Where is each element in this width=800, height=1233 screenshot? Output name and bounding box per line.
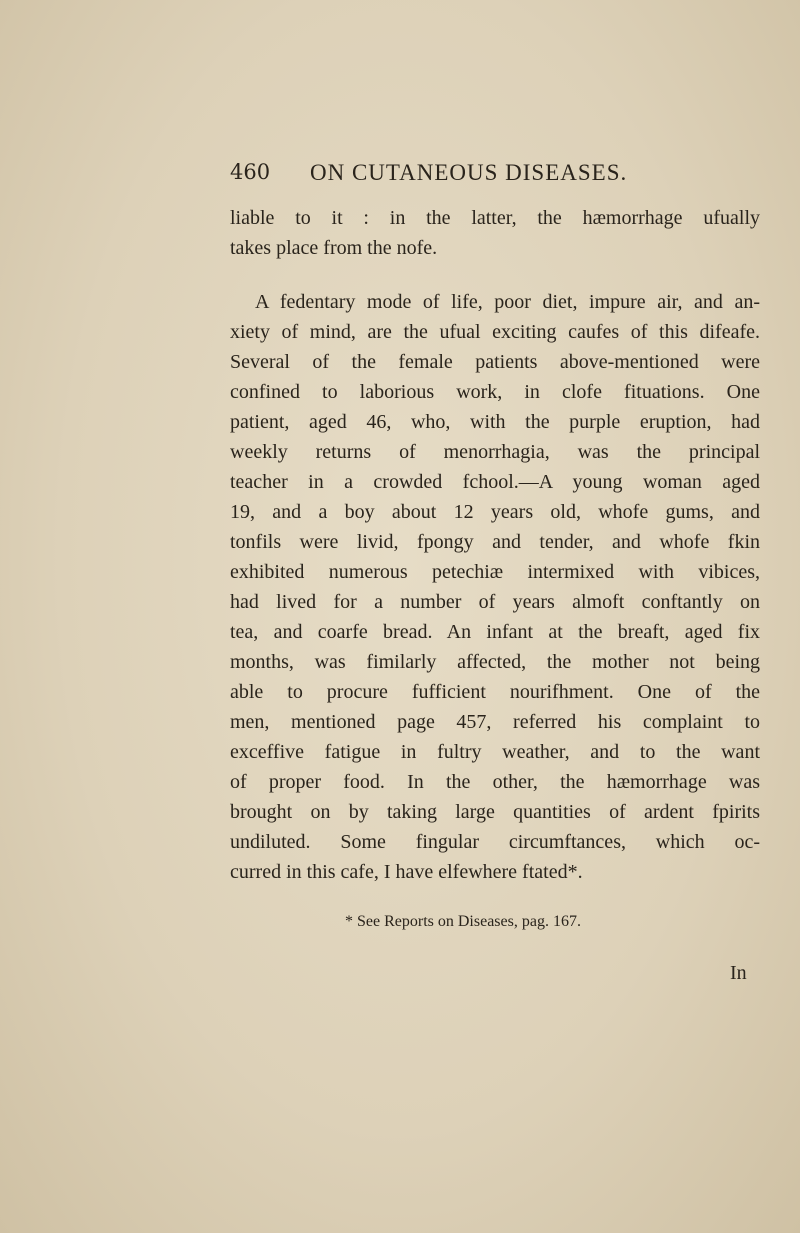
text-line: brought on by taking large quantities of ardent fpirits [230,801,760,823]
page-number: 460 [230,160,271,184]
text-line: takes place from the nofe. [230,237,438,259]
running-title: ON CUTANEOUS DISEASES. [310,160,628,185]
text-line: curred in this cafe, I have elfewhere ftated*. [230,861,583,883]
text-line: able to procure fufficient nourifhment. One of the [230,681,760,703]
text-line: confined to laborious work, in clofe fituations. One [230,381,760,403]
text-line: undiluted. Some fingular circumftances, which oc- [230,831,760,853]
text-line: xiety of mind, are the ufual exciting caufes of this difeafe. [230,321,760,343]
text-line: of proper food. In the other, the hæmorrhage was [230,771,760,793]
text-line: men, mentioned page 457, referred his complaint to [230,711,760,733]
text-line: liable to it : in the latter, the hæmorrhage ufually [230,207,760,229]
text-line: had lived for a number of years almoft conftantly on [230,591,760,613]
page-header [230,160,760,196]
text-line: weekly returns of menorrhagia, was the principal [230,441,760,463]
text-line: 19, and a boy about 12 years old, whofe gums, and [230,501,760,523]
text-line: tea, and coarfe bread. An infant at the breaft, aged fix [230,621,760,643]
text-line: teacher in a crowded fchool.—A young woman aged [230,471,760,493]
catchword: In [730,962,747,984]
footnote: * See Reports on Diseases, pag. 167. [345,913,581,930]
text-line: exhibited numerous petechiæ intermixed with vibices, [230,561,760,583]
body-text [230,203,760,887]
text-line: patient, aged 46, who, with the purple eruption, had [230,411,760,433]
text-line: Several of the female patients above-mentioned were [230,351,760,373]
text-line: months, was fimilarly affected, the mother not being [230,651,760,673]
text-line: A fedentary mode of life, poor diet, impure air, and an- [255,291,760,313]
text-line: tonfils were livid, fpongy and tender, and whofe fkin [230,531,760,553]
text-line: exceffive fatigue in fultry weather, and to the want [230,741,760,763]
